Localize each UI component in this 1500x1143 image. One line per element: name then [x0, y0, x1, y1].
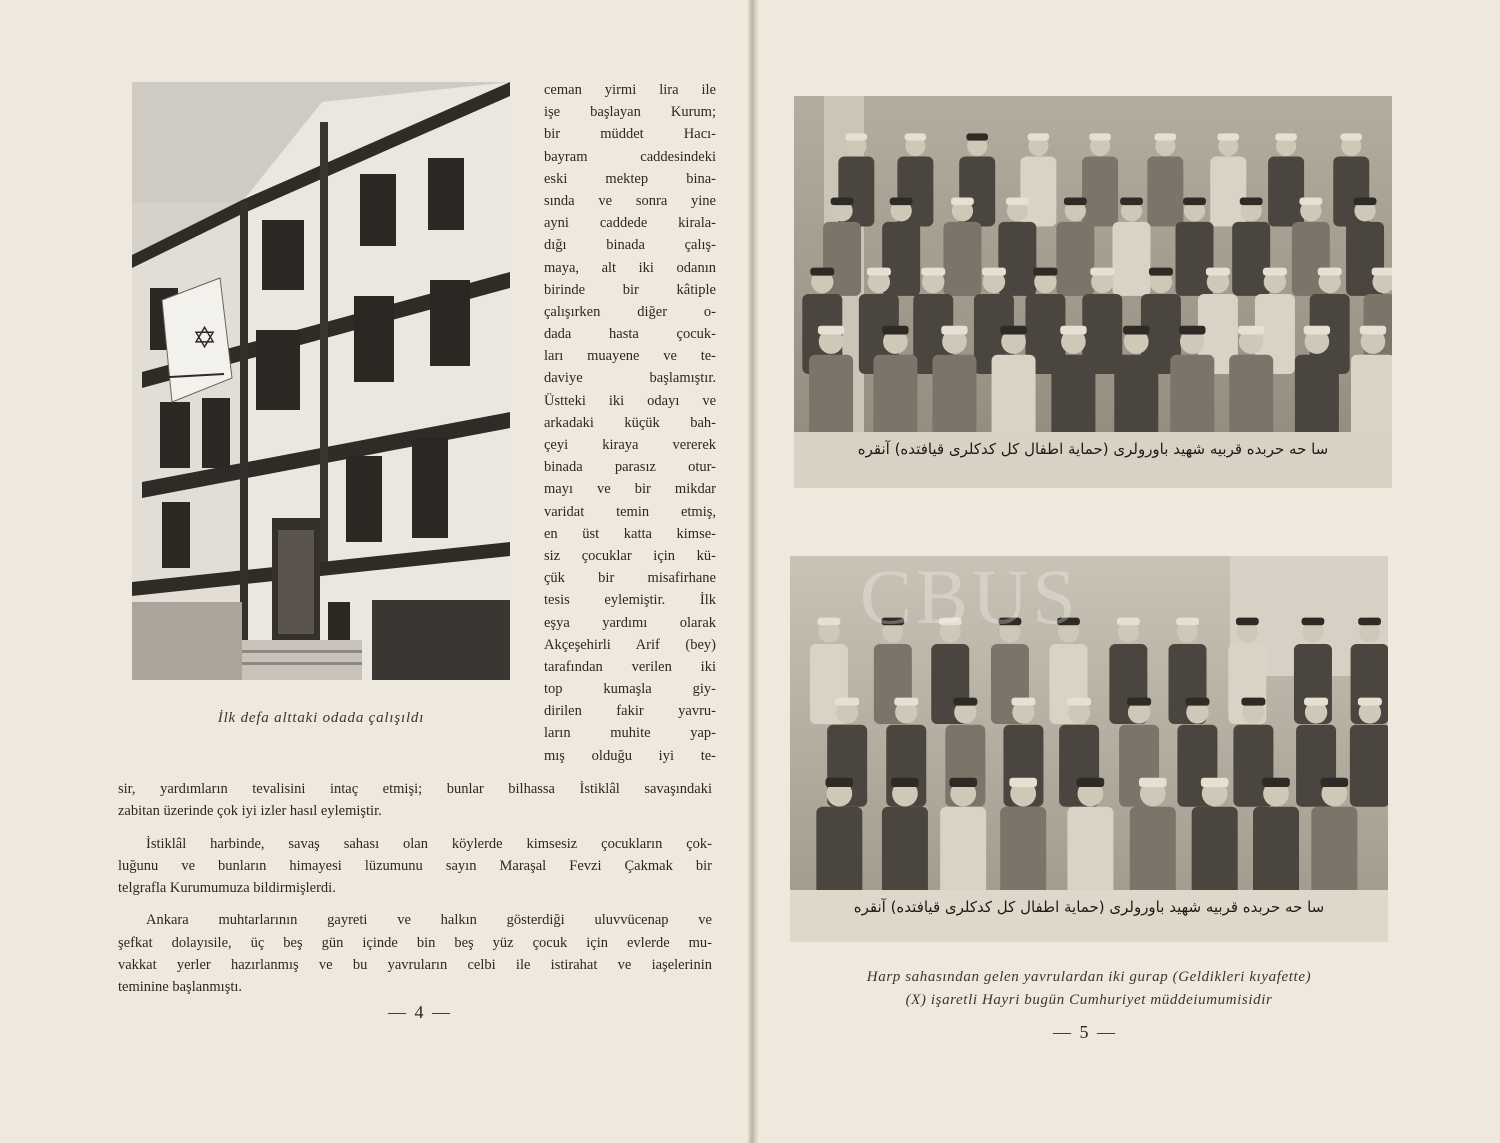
body-paragraph	[118, 833, 712, 900]
side-column-line: birinde bir kâtiple	[544, 281, 716, 298]
body-line: luğunu ve bunların himayesi lüzumunu sayın Maraşal Fevzi Çakmak bir	[118, 857, 712, 874]
side-column-line: eşya yardımı olarak	[544, 614, 716, 631]
side-column-line: binada parasız otur-	[544, 459, 716, 476]
side-column-line: işe başlayan Kurum;	[544, 104, 716, 121]
side-column-line: mayı ve bir mikdar	[544, 481, 716, 498]
body-paragraph	[118, 909, 712, 998]
side-column-line: çeyi kiraya vererek	[544, 437, 716, 453]
photo-caption: İlk defa alttaki odada çalışıldı	[217, 710, 425, 726]
side-column-line: ayni caddede kirala-	[544, 215, 716, 232]
building-illustration	[132, 82, 510, 680]
side-column-line: tesis eylemiştir. İlk	[544, 592, 716, 609]
side-column-line: ceman yirmi lira ile	[544, 82, 716, 98]
body-line: telgrafla Kurumumuza bildirmişlerdi.	[118, 880, 336, 897]
side-column-line: eski mektep bina-	[544, 170, 716, 187]
caption-line: Harp sahasından gelen yavrulardan iki gurap (Geldikleri kıyafette)	[866, 969, 1312, 985]
side-column-line: ların muhite yap-	[544, 725, 716, 742]
side-column-line: en üst katta kimse-	[544, 525, 716, 542]
side-column-line: çük bir misafirhane	[544, 570, 716, 587]
children-group-illustration-2	[790, 556, 1388, 942]
body-line: vakkat yerler hazırlanmış ve bu yavruların celbi ile istirahat ve iaşelerinin	[118, 957, 712, 974]
side-column-line: arkadaki küçük bah-	[544, 414, 716, 431]
side-column-line: Üstteki iki odayı ve	[544, 392, 716, 409]
side-column-line: çalışırken diğer o-	[544, 303, 716, 320]
photo-caption-right	[790, 966, 1388, 1012]
page-number-right: — 5 —	[1053, 1022, 1117, 1042]
side-column-line: ları muayene ve te-	[544, 348, 716, 365]
caption-line: (X) işaretli Hayri bugün Cumhuriyet müddeiumumisidir	[905, 992, 1273, 1008]
body-line: şefkat dolayısile, üç beş gün içinde bin beş yüz çocuk için evlerde mu-	[118, 934, 712, 951]
body-line: zabitan üzerinde çok iyi izler hasıl eylemiştir.	[118, 803, 382, 820]
side-column-line: varidat temin etmiş,	[544, 503, 716, 520]
photo-inscription-2: سا حه حربده قربيه شهيد باورولرى (حماية اطفال كل كدكلرى قيافتده) آنقره	[853, 898, 1325, 916]
group-photo-2	[790, 556, 1388, 942]
side-column-line: dada hasta çocuk-	[544, 326, 716, 343]
side-column-line: daviye başlamıştır.	[544, 370, 716, 387]
building-photo	[132, 82, 510, 680]
side-column-line: bayram caddesindeki	[544, 148, 716, 165]
side-column-line: bir müddet Hacı-	[544, 126, 716, 143]
page-number-left: — 4 —	[388, 1002, 452, 1022]
photo-inscription-1: سا حه حربده قربيه شهيد باورولرى (حماية اطفال كل كدكلرى قيافتده) آنقره	[857, 440, 1329, 458]
watermark: CBUS	[860, 553, 1080, 640]
side-column-text	[544, 79, 716, 767]
side-column-line: siz çocuklar için kü-	[544, 547, 716, 564]
body-line: teminine başlanmıştı.	[118, 979, 243, 996]
side-column-line: dığı binada çalış-	[544, 237, 716, 254]
side-column-line: mış olduğu iyi te-	[544, 747, 716, 764]
side-column-line: sında ve sonra yine	[544, 192, 716, 209]
svg-text:✡: ✡	[192, 321, 218, 356]
children-group-illustration-1	[794, 96, 1392, 488]
group-photo-1	[794, 96, 1392, 488]
body-paragraph	[118, 778, 712, 823]
body-line: İstiklâl harbinde, savaş sahası olan köylerde kimsesiz çocukların çok-	[146, 835, 712, 852]
book-gutter	[748, 0, 758, 1143]
body-line: Ankara muhtarlarının gayreti ve halkın gösterdiği uluvvücenap ve	[146, 912, 712, 929]
side-column-line: maya, alt iki odanın	[544, 259, 716, 276]
body-line: sir, yardımların tevalisini intaç etmişi; bunlar bilhassa İstiklâl savaşındaki	[118, 781, 712, 797]
side-column-line: tarafından verilen iki	[544, 658, 716, 675]
side-column-line: dirilen fakir yavru-	[544, 703, 716, 720]
side-column-line: top kumaşla giy-	[544, 681, 716, 698]
body-text	[118, 778, 712, 1009]
side-column-line: Akçeşehirli Arif (bey)	[544, 636, 716, 653]
